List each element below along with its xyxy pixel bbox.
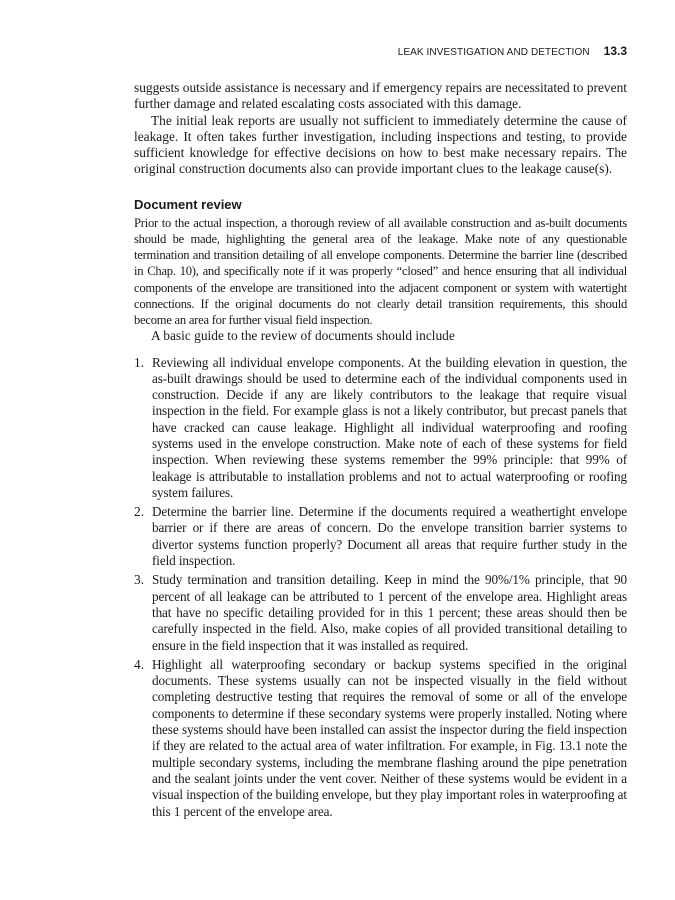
document-review-paragraph-1: Prior to the actual inspection, a thorough review of all available construction and as-built documents should be made, highlighting the general area of the leakage. Make note of any questionable termination and transition detailing of all envelope components. Determine the barrier line (described in Chap. 10), and specifically note if it was properly “closed” and hence ensuring that all individual components of the envelope are transitioned into the adjacent component or system with watertight connections. If the original documents do not clearly detail transition requirements, this should become an area for further visual field inspection. [134, 215, 627, 327]
page-body [134, 80, 627, 823]
list-item [134, 504, 627, 569]
intro-paragraph-1: suggests outside assistance is necessary and if emergency repairs are necessitated to prevent further damage and related escalating costs associated with this damage. [134, 80, 627, 112]
list-item-text: Reviewing all individual envelope components. At the building elevation in question, the as-built drawings should be used to determine each of the individual components used in construction. Decide if any are likely contributors to the leakage that require visual inspection in the field. For example glass is not a likely contributor, but precast panels that have cracked can cause leakage. Highlight all individual waterproofing and roofing systems used in the envelope construction. Make note of each of these systems for field inspection. When reviewing these systems remember the 99% principle: that 99% of leakage is attributable to installation problems and not to actual waterproofing or roofing system failures. [152, 354, 627, 500]
page-number: 13.3 [603, 44, 627, 58]
list-item-number: 3. [134, 572, 145, 588]
list-item-number: 1. [134, 354, 145, 370]
list-item-text: Determine the barrier line. Determine if the documents required a weathertight envelope barrier or if there are areas of concern. Do the envelope transition barrier systems to divertor systems function properly? Document all areas that require further study in the field inspection. [152, 504, 627, 569]
list-item [134, 355, 627, 502]
list-item-number: 2. [134, 504, 145, 520]
intro-paragraph-2: The initial leak reports are usually not sufficient to immediately determine the cause of leakage. It often takes further investigation, including inspections and testing, to provide sufficient knowledge for effective decisions on how to best make necessary repairs. The original construction documents also can provide important clues to the leakage cause(s). [134, 112, 627, 177]
list-item [134, 572, 627, 653]
section-heading-document-review: Document review [134, 196, 242, 212]
list-item [134, 657, 627, 820]
document-review-paragraph-2: A basic guide to the review of documents should include [151, 328, 455, 344]
list-item-number: 4. [134, 656, 145, 672]
list-item-text: Study termination and transition detailing. Keep in mind the 90%/1% principle, that 90 percent of all leakage can be attributed to 1 percent of the envelope area. Highlight areas that have no specific detailing provided for in this 1 percent; these areas should then be carefully inspected in the field. Also, make copies of all provided transitional detailing to ensure in the field inspection that it was installed as required. [152, 572, 627, 653]
running-title: LEAK INVESTIGATION AND DETECTION [397, 47, 590, 58]
running-header [134, 44, 627, 62]
document-review-guide-list [134, 355, 627, 820]
list-item-text: Highlight all waterproofing secondary or backup systems specified in the original documents. These systems usually can not be inspected visually in the field without completing destructive testing that requires the removal of some or all of the envelope components to determine if these secondary systems were properly installed. Noting where these systems should have been installed can assist the inspector during the field inspection if they are related to the actual area of water infiltration. For example, in Fig. 13.1 note the multiple secondary systems, including the membrane flashing around the pipe penetration and the sealant joints under the vent cover. Neither of these systems would be evident in a visual inspection of the building envelope, but they play important roles in waterproofing at this 1 percent of the envelope area. [152, 656, 627, 819]
